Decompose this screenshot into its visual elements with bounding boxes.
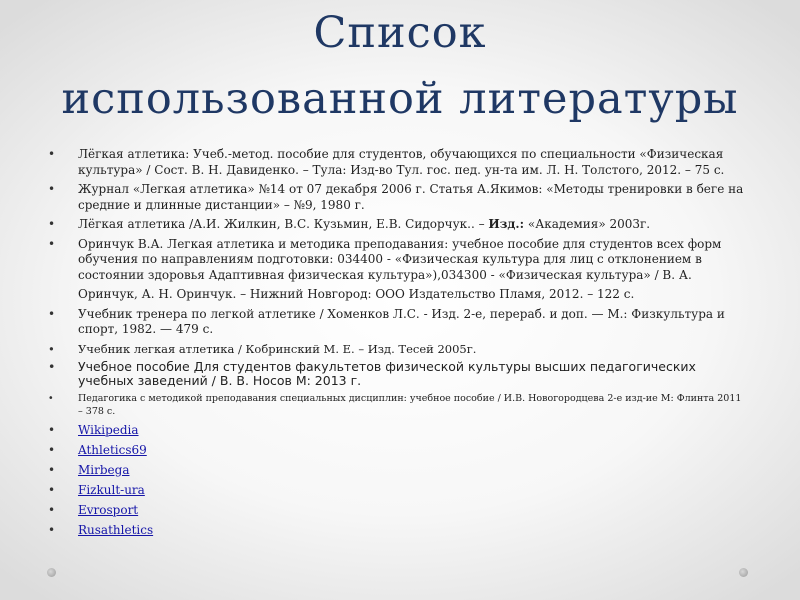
list-item-continuation <box>48 287 748 303</box>
corner-dot-right <box>739 568 748 577</box>
bullet-icon: • <box>48 392 54 404</box>
link-text[interactable]: Rusathletics <box>78 522 154 537</box>
list-item <box>48 392 748 418</box>
list-item-text: Педагогика с методикой преподавания специальных дисциплин: учебное пособие / И.В. Новогородцева 2-е изд-ие М: Флинта 2011 – 378 с. <box>78 392 742 417</box>
list-item-text: Лёгкая атлетика: Учеб.-метод. пособие для студентов, обучающихся по специальности «Физическая культура» / Сост. В. Н. Давиденко. – Тула: Изд-во Тул. гос. пед. ун-та им. Л. Н. Толстого, 2012. – 75 с. <box>78 147 725 177</box>
bullet-icon: • <box>48 341 55 356</box>
list-item <box>48 217 748 233</box>
bullet-icon: • <box>48 182 56 196</box>
bullet-icon: • <box>48 502 56 517</box>
bullet-icon: • <box>48 422 56 437</box>
bullet-icon: • <box>48 522 56 537</box>
link-fizkult-ura[interactable] <box>48 482 748 498</box>
bullet-icon: • <box>48 358 56 374</box>
bullet-icon: • <box>48 217 56 231</box>
list-item-text-end: «Академия» 2003г. <box>524 217 651 231</box>
link-wikipedia[interactable] <box>48 422 748 438</box>
bullet-icon: • <box>48 462 56 477</box>
list-item-text: Оринчук, А. Н. Оринчук. – Нижний Новгород: ООО Издательство Пламя, 2012. – 122 с. <box>78 287 635 301</box>
corner-dot-left <box>47 568 56 577</box>
list-item-text: Учебник легкая атлетика / Кобринский М. Е. – Изд. Тесей 2005г. <box>78 341 477 356</box>
link-mirbega[interactable] <box>48 462 748 478</box>
title-line-1: Список <box>313 8 487 58</box>
bullet-icon: • <box>48 306 56 321</box>
list-item <box>48 307 748 338</box>
list-item <box>48 182 748 213</box>
list-item <box>48 360 748 388</box>
list-item-text: Учебник тренера по легкой атлетике / Хоменков Л.С. - Изд. 2-е, перераб. и доп. — М.: Физкультура и спорт, 1982. — 479 с. <box>78 306 725 336</box>
bibliography-list <box>48 147 748 542</box>
list-item <box>48 342 748 356</box>
list-item-text-bold: Изд.: <box>488 217 525 231</box>
list-item-text: Оринчук В.А. Легкая атлетика и методика преподавания: учебное пособие для студентов всех форм обучения по направлениям подготовки: 034400 - «Физическая культура для лиц с отклонением в состоянии здоровья Адаптивная физическая культура»),034300 - «Физическая культура» / В. А. <box>78 236 722 282</box>
page-title <box>20 0 780 132</box>
bullet-icon: • <box>48 236 56 251</box>
list-item <box>48 237 748 284</box>
link-evrosport[interactable] <box>48 502 748 518</box>
list-item-text-start: Лёгкая атлетика /А.И. Жилкин, В.С. Кузьмин, Е.В. Сидорчук.. – <box>78 217 489 231</box>
bullet-icon: • <box>48 442 56 457</box>
bullet-icon: • <box>48 147 56 161</box>
list-item <box>48 147 748 178</box>
link-text[interactable]: Athletics69 <box>78 442 147 457</box>
link-text[interactable]: Wikipedia <box>78 422 139 437</box>
list-item-text: Журнал «Легкая атлетика» №14 от 07 декабря 2006 г. Статья А.Якимов: «Методы тренировки в беге на средние и длинные дистанции» – №9, 1980 г. <box>78 182 744 212</box>
bullet-icon: • <box>48 482 56 497</box>
link-rusathletics[interactable] <box>48 522 748 538</box>
list-item-text: Учебное пособие Для студентов факультетов физической культуры высших педагогических учебных заведений / В. В. Носов М: 2013 г. <box>78 358 696 388</box>
title-line-2: использованной литературы <box>61 74 739 124</box>
link-text[interactable]: Fizkult-ura <box>78 482 145 497</box>
link-athletics69[interactable] <box>48 442 748 458</box>
link-text[interactable]: Mirbega <box>78 462 130 477</box>
link-text[interactable]: Evrosport <box>78 502 139 517</box>
